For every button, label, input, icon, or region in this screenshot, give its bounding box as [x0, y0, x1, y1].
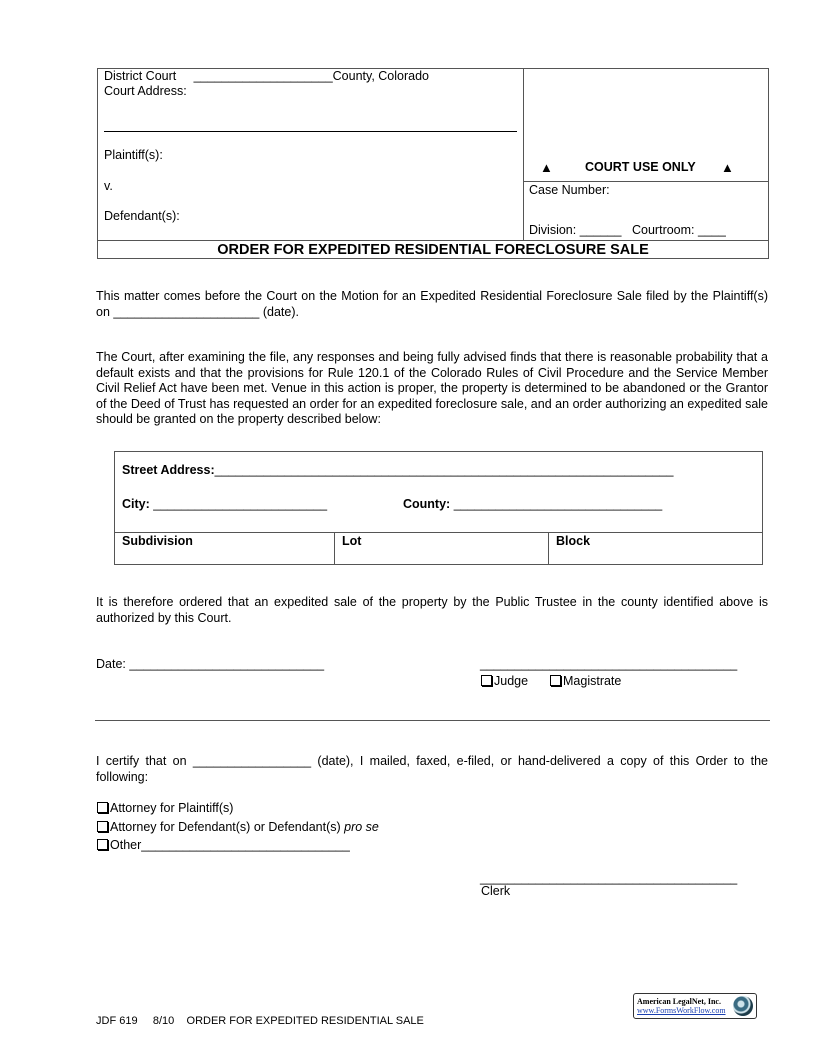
- subdivision-cell[interactable]: Subdivision: [115, 533, 335, 565]
- globe-icon: [733, 996, 753, 1016]
- caption-right-panel: [523, 69, 768, 241]
- clerk-label: Clerk: [481, 884, 511, 898]
- logo-url-link[interactable]: www.FormsWorkFlow.com: [637, 1006, 726, 1015]
- county-colorado-label: County, Colorado: [332, 69, 430, 83]
- city-field[interactable]: _________________________: [153, 497, 328, 511]
- date-line: [96, 657, 324, 671]
- county-label: County:: [403, 497, 451, 511]
- division-field[interactable]: Division: ______: [529, 223, 622, 237]
- caption-box: [97, 68, 769, 259]
- judge-option[interactable]: [481, 674, 528, 688]
- defendant-label: Defendant(s):: [104, 209, 180, 223]
- checkbox-icon[interactable]: [481, 675, 492, 686]
- clerk-signature-field[interactable]: _____________________________________: [480, 871, 738, 885]
- city-line: [122, 497, 327, 511]
- arrow-up-icon: ▲: [721, 160, 734, 175]
- court-address-label: Court Address:: [104, 84, 187, 98]
- checkbox-icon[interactable]: [97, 839, 108, 850]
- county-field[interactable]: ______________________________: [453, 497, 663, 511]
- block-cell[interactable]: Block: [556, 534, 591, 548]
- paragraph-findings: The Court, after examining the file, any responses and being fully advised finds that there is reasonable probability that a default exists and that the provisions for Rule 120.1 of the Colorado Rules of Civil Procedure and the Service Member Civil Relief Act have been met. Venue in this action is proper, the property is determined to be abandoned or the Grantor of the Deed of Trust has requested an order for an expedited foreclosure sale, and an order authorizing an expedited sale should be granted on the property described below:: [96, 350, 768, 426]
- form-id: JDF 619: [96, 1015, 138, 1027]
- versus-label: v.: [104, 179, 113, 193]
- pro-se-label: pro se: [344, 820, 379, 834]
- recipient-other[interactable]: [97, 838, 350, 852]
- judge-label: Judge: [494, 674, 529, 688]
- caption-divider: [523, 181, 768, 182]
- city-label: City:: [122, 497, 150, 511]
- legalnet-logo[interactable]: [633, 993, 757, 1019]
- section-divider: [95, 720, 770, 721]
- checkbox-icon[interactable]: [550, 675, 561, 686]
- case-number-label: Case Number:: [529, 183, 610, 197]
- street-address-line: [122, 463, 673, 477]
- other-field[interactable]: ______________________________: [141, 838, 350, 852]
- arrow-up-icon: ▲: [540, 160, 553, 175]
- checkbox-icon[interactable]: [97, 821, 108, 832]
- street-address-label: Street Address:: [122, 463, 215, 477]
- county-name-field[interactable]: ____________________: [193, 69, 333, 83]
- footer: [96, 1015, 424, 1027]
- paragraph-motion: This matter comes before the Court on the Motion for an Expedited Residential Foreclosure Sale filed by the Plaintiff(s) on _____________________ (date).: [96, 289, 768, 319]
- magistrate-option[interactable]: [550, 674, 621, 688]
- lot-cell[interactable]: Lot: [335, 533, 549, 565]
- property-legal-row: [115, 532, 762, 565]
- county-line: [403, 497, 662, 511]
- attorney-defendant-label: Attorney for Defendant(s) or Defendant(s): [110, 820, 345, 834]
- street-address-field[interactable]: __________________________________________________________________: [214, 463, 674, 477]
- date-field[interactable]: ____________________________: [129, 657, 325, 671]
- property-box: [114, 451, 763, 565]
- court-use-only-label: COURT USE ONLY: [585, 160, 696, 174]
- paragraph-order: It is therefore ordered that an expedited sale of the property by the Public Trustee in the county identified above is authorized by this Court.: [96, 595, 768, 625]
- courtroom-field[interactable]: Courtroom: ____: [632, 223, 726, 237]
- other-label: Other: [110, 838, 142, 852]
- magistrate-label: Magistrate: [563, 674, 622, 688]
- footer-form-title: ORDER FOR EXPEDITED RESIDENTIAL SALE: [186, 1015, 424, 1027]
- recipient-attorney-plaintiff[interactable]: [97, 801, 233, 815]
- recipient-attorney-defendant[interactable]: [97, 820, 379, 834]
- attorney-plaintiff-label: Attorney for Plaintiff(s): [110, 801, 234, 815]
- court-address-field[interactable]: [104, 131, 517, 132]
- logo-company: American LegalNet, Inc.: [637, 997, 721, 1006]
- district-court-line: [104, 69, 429, 83]
- checkbox-icon[interactable]: [97, 802, 108, 813]
- judge-signature-field[interactable]: _____________________________________: [480, 657, 738, 671]
- form-revision: 8/10: [152, 1015, 175, 1027]
- caption-left-panel: [98, 69, 524, 241]
- certify-paragraph: I certify that on _________________ (date), I mailed, faxed, e-filed, or hand-delivered a copy of this Order to the following:: [96, 754, 768, 784]
- document-title: ORDER FOR EXPEDITED RESIDENTIAL FORECLOSURE SALE: [98, 240, 768, 260]
- district-court-label: District Court: [104, 69, 177, 83]
- plaintiff-label: Plaintiff(s):: [104, 148, 163, 162]
- date-label: Date:: [96, 657, 126, 671]
